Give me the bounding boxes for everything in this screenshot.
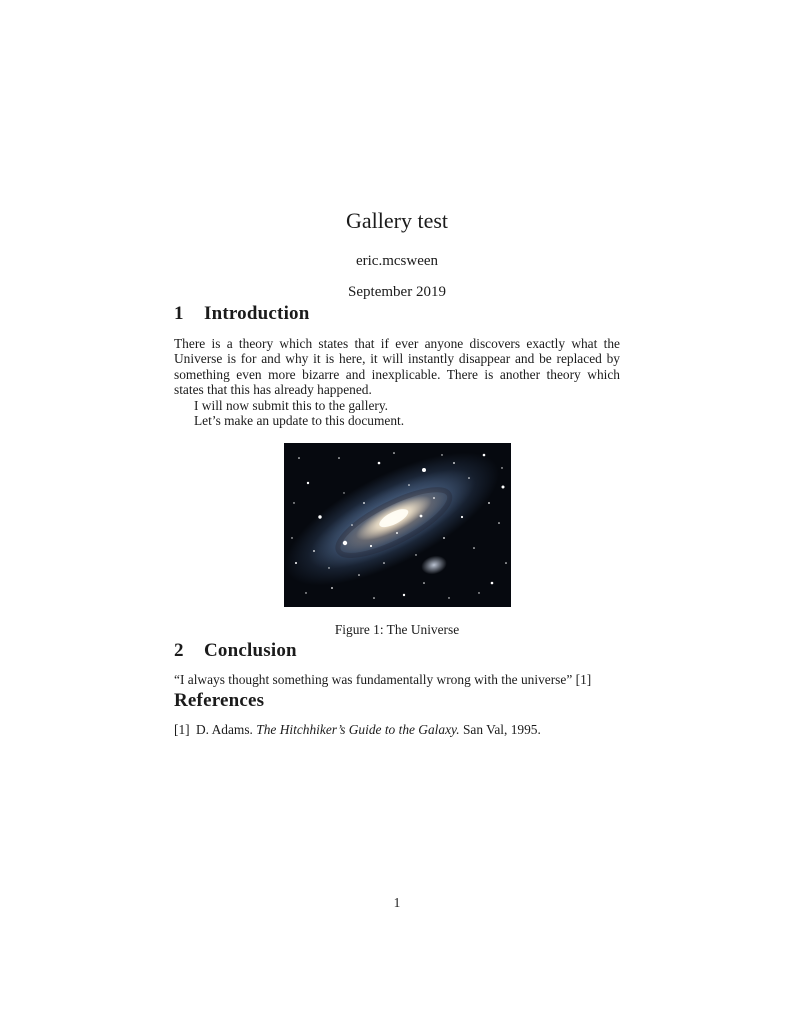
introduction-line-update: Let’s make an update to this document. [194,413,405,429]
document-date: September 2019 [348,284,446,300]
section-heading-introduction [174,301,620,326]
reference-text [196,722,620,738]
section-heading-conclusion [174,638,620,663]
reference-authors: D. Adams. [196,722,253,738]
reference-publisher: San Val, 1995. [462,722,541,738]
document-author: eric.mcsween [355,253,439,269]
references-heading: References [174,690,265,712]
document-content [174,0,620,738]
conclusion-quote: “I always thought something was fundamentally wrong with the universe” [1] [174,672,592,688]
reference-title: The Hitchhiker’s Guide to the Galaxy. [256,722,460,738]
section-number-conclusion: 2 [174,640,184,662]
reference-label: [1] [174,722,190,738]
section-title-introduction: Introduction [204,303,310,324]
section-title-conclusion: Conclusion [204,640,297,662]
introduction-paragraph: There is a theory which states that if ever anyone discovers exactly what the Universe is for and why it is here, it will instantly disappear and be replaced by something even more bizarre and inexplicable. There is another theory which states that this has already happened. [174,336,620,398]
figure-1 [174,443,620,607]
figure-caption: Figure 1: The Universe [334,622,460,638]
page-number: 1 [393,895,401,910]
document-title: Gallery test [345,208,449,233]
andromeda-galaxy-image [284,443,511,607]
reference-entry-1 [174,722,620,738]
introduction-line-gallery: I will now submit this to the gallery. [194,397,389,413]
section-number-introduction: 1 [174,303,184,324]
